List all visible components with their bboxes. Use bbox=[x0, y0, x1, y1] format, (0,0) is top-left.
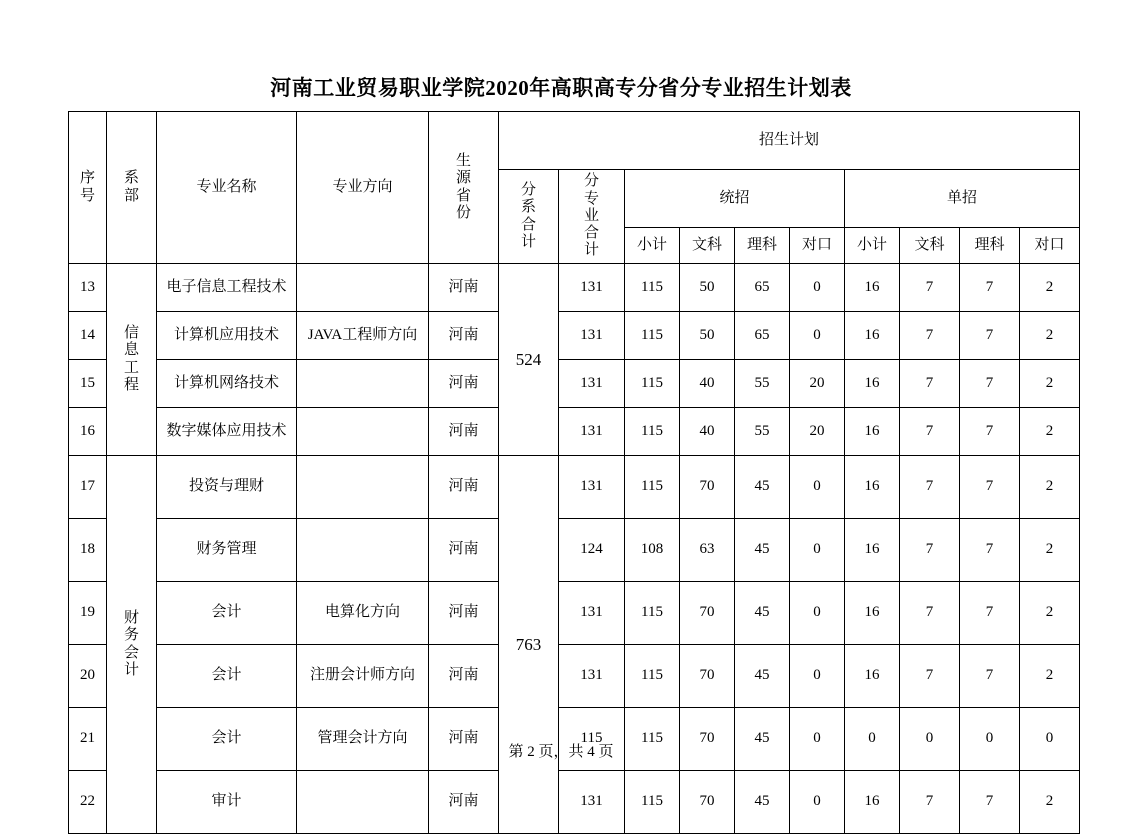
cell-seq: 15 bbox=[69, 360, 107, 408]
cell-major: 会计 bbox=[157, 708, 297, 771]
cell-single-liberal: 7 bbox=[900, 456, 960, 519]
cell-unified-counterpart: 0 bbox=[790, 708, 845, 771]
cell-single-science: 7 bbox=[960, 264, 1020, 312]
cell-province: 河南 bbox=[429, 456, 499, 519]
cell-major-total: 131 bbox=[559, 771, 625, 834]
cell-unified-subtotal: 115 bbox=[625, 408, 680, 456]
table-row bbox=[69, 408, 1080, 456]
cell-direction: 注册会计师方向 bbox=[297, 645, 429, 708]
cell-unified-liberal: 70 bbox=[680, 456, 735, 519]
cell-single-subtotal: 16 bbox=[845, 582, 900, 645]
cell-unified-subtotal: 108 bbox=[625, 519, 680, 582]
table-row bbox=[69, 582, 1080, 645]
header-unified-liberal: 文科 bbox=[680, 228, 735, 264]
cell-single-liberal: 7 bbox=[900, 360, 960, 408]
cell-seq: 17 bbox=[69, 456, 107, 519]
cell-major: 计算机网络技术 bbox=[157, 360, 297, 408]
cell-single-counterpart: 2 bbox=[1020, 519, 1080, 582]
cell-direction bbox=[297, 360, 429, 408]
cell-seq: 13 bbox=[69, 264, 107, 312]
cell-seq: 20 bbox=[69, 645, 107, 708]
cell-single-subtotal: 16 bbox=[845, 312, 900, 360]
cell-single-subtotal: 16 bbox=[845, 645, 900, 708]
cell-single-counterpart: 2 bbox=[1020, 771, 1080, 834]
cell-unified-liberal: 70 bbox=[680, 771, 735, 834]
cell-single-science: 7 bbox=[960, 771, 1020, 834]
cell-single-liberal: 7 bbox=[900, 408, 960, 456]
cell-single-subtotal: 16 bbox=[845, 360, 900, 408]
cell-single-science: 7 bbox=[960, 312, 1020, 360]
cell-seq: 18 bbox=[69, 519, 107, 582]
cell-single-subtotal: 16 bbox=[845, 456, 900, 519]
table-row bbox=[69, 312, 1080, 360]
cell-single-counterpart: 2 bbox=[1020, 582, 1080, 645]
cell-major-total: 131 bbox=[559, 456, 625, 519]
cell-major-total: 115 bbox=[559, 708, 625, 771]
cell-single-liberal: 7 bbox=[900, 582, 960, 645]
header-dept: 系部 bbox=[107, 112, 157, 264]
header-unified-science: 理科 bbox=[735, 228, 790, 264]
cell-unified-counterpart: 0 bbox=[790, 771, 845, 834]
cell-dept-total: 524 bbox=[499, 264, 559, 456]
table-row bbox=[69, 771, 1080, 834]
cell-unified-science: 45 bbox=[735, 708, 790, 771]
cell-major-total: 124 bbox=[559, 519, 625, 582]
cell-unified-liberal: 50 bbox=[680, 312, 735, 360]
cell-unified-liberal: 50 bbox=[680, 264, 735, 312]
cell-major: 数字媒体应用技术 bbox=[157, 408, 297, 456]
cell-direction: JAVA工程师方向 bbox=[297, 312, 429, 360]
cell-single-subtotal: 16 bbox=[845, 519, 900, 582]
cell-direction bbox=[297, 456, 429, 519]
table-row bbox=[69, 456, 1080, 519]
cell-single-science: 7 bbox=[960, 519, 1020, 582]
table-row bbox=[69, 708, 1080, 771]
cell-seq: 22 bbox=[69, 771, 107, 834]
cell-dept-total: 763 bbox=[499, 456, 559, 834]
cell-unified-science: 45 bbox=[735, 456, 790, 519]
cell-province: 河南 bbox=[429, 264, 499, 312]
cell-direction: 电算化方向 bbox=[297, 582, 429, 645]
header-plan-group: 招生计划 bbox=[499, 112, 1080, 170]
cell-unified-liberal: 70 bbox=[680, 708, 735, 771]
header-major: 专业名称 bbox=[157, 112, 297, 264]
admission-plan-table bbox=[68, 111, 1080, 834]
cell-unified-science: 55 bbox=[735, 408, 790, 456]
cell-seq: 16 bbox=[69, 408, 107, 456]
cell-major-total: 131 bbox=[559, 582, 625, 645]
header-unified-group: 统招 bbox=[625, 170, 845, 228]
cell-unified-subtotal: 115 bbox=[625, 771, 680, 834]
page-title: 河南工业贸易职业学院2020年高职高专分省分专业招生计划表 bbox=[270, 76, 852, 100]
cell-single-subtotal: 16 bbox=[845, 264, 900, 312]
cell-single-counterpart: 2 bbox=[1020, 360, 1080, 408]
header-major-total: 分专业合计 bbox=[559, 170, 625, 264]
cell-single-counterpart: 2 bbox=[1020, 645, 1080, 708]
cell-single-counterpart: 2 bbox=[1020, 264, 1080, 312]
cell-single-liberal: 7 bbox=[900, 645, 960, 708]
cell-major-total: 131 bbox=[559, 408, 625, 456]
cell-unified-subtotal: 115 bbox=[625, 312, 680, 360]
cell-major: 审计 bbox=[157, 771, 297, 834]
cell-unified-science: 65 bbox=[735, 312, 790, 360]
cell-single-counterpart: 2 bbox=[1020, 456, 1080, 519]
cell-unified-counterpart: 0 bbox=[790, 456, 845, 519]
cell-direction bbox=[297, 771, 429, 834]
table-row bbox=[69, 519, 1080, 582]
cell-unified-counterpart: 0 bbox=[790, 519, 845, 582]
cell-dept: 财务会计 bbox=[107, 456, 157, 834]
cell-single-liberal: 7 bbox=[900, 771, 960, 834]
cell-major: 会计 bbox=[157, 582, 297, 645]
header-single-group: 单招 bbox=[845, 170, 1080, 228]
cell-major: 电子信息工程技术 bbox=[157, 264, 297, 312]
table-row bbox=[69, 264, 1080, 312]
cell-major-total: 131 bbox=[559, 264, 625, 312]
cell-unified-liberal: 40 bbox=[680, 408, 735, 456]
cell-single-liberal: 0 bbox=[900, 708, 960, 771]
cell-seq: 21 bbox=[69, 708, 107, 771]
cell-province: 河南 bbox=[429, 771, 499, 834]
cell-single-science: 0 bbox=[960, 708, 1020, 771]
cell-major: 会计 bbox=[157, 645, 297, 708]
cell-unified-counterpart: 20 bbox=[790, 408, 845, 456]
header-province: 生源省份 bbox=[429, 112, 499, 264]
cell-single-counterpart: 2 bbox=[1020, 312, 1080, 360]
cell-single-science: 7 bbox=[960, 645, 1020, 708]
cell-major: 投资与理财 bbox=[157, 456, 297, 519]
cell-unified-science: 45 bbox=[735, 645, 790, 708]
page-footer: 第 2 页，共 4 页 bbox=[508, 744, 614, 760]
cell-major-total: 131 bbox=[559, 312, 625, 360]
cell-single-liberal: 7 bbox=[900, 312, 960, 360]
header-dept-total: 分系合计 bbox=[499, 170, 559, 264]
cell-unified-liberal: 70 bbox=[680, 582, 735, 645]
cell-single-science: 7 bbox=[960, 456, 1020, 519]
cell-unified-subtotal: 115 bbox=[625, 456, 680, 519]
cell-direction bbox=[297, 408, 429, 456]
header-single-liberal: 文科 bbox=[900, 228, 960, 264]
cell-seq: 14 bbox=[69, 312, 107, 360]
cell-major-total: 131 bbox=[559, 645, 625, 708]
cell-unified-science: 45 bbox=[735, 582, 790, 645]
cell-province: 河南 bbox=[429, 312, 499, 360]
cell-unified-counterpart: 20 bbox=[790, 360, 845, 408]
cell-unified-science: 45 bbox=[735, 771, 790, 834]
cell-unified-subtotal: 115 bbox=[625, 264, 680, 312]
cell-single-subtotal: 16 bbox=[845, 771, 900, 834]
cell-single-science: 7 bbox=[960, 582, 1020, 645]
cell-unified-counterpart: 0 bbox=[790, 264, 845, 312]
cell-major: 财务管理 bbox=[157, 519, 297, 582]
cell-direction bbox=[297, 519, 429, 582]
table-row bbox=[69, 360, 1080, 408]
cell-direction bbox=[297, 264, 429, 312]
header-seq: 序号 bbox=[69, 112, 107, 264]
cell-single-counterpart: 2 bbox=[1020, 408, 1080, 456]
cell-single-subtotal: 16 bbox=[845, 408, 900, 456]
cell-unified-science: 55 bbox=[735, 360, 790, 408]
cell-province: 河南 bbox=[429, 582, 499, 645]
cell-unified-subtotal: 115 bbox=[625, 708, 680, 771]
cell-province: 河南 bbox=[429, 519, 499, 582]
cell-dept: 信息工程 bbox=[107, 264, 157, 456]
cell-province: 河南 bbox=[429, 408, 499, 456]
cell-unified-counterpart: 0 bbox=[790, 645, 845, 708]
cell-province: 河南 bbox=[429, 708, 499, 771]
cell-unified-liberal: 40 bbox=[680, 360, 735, 408]
cell-major-total: 131 bbox=[559, 360, 625, 408]
cell-single-science: 7 bbox=[960, 360, 1020, 408]
header-direction: 专业方向 bbox=[297, 112, 429, 264]
cell-unified-counterpart: 0 bbox=[790, 312, 845, 360]
cell-single-liberal: 7 bbox=[900, 519, 960, 582]
cell-unified-subtotal: 115 bbox=[625, 645, 680, 708]
cell-province: 河南 bbox=[429, 645, 499, 708]
header-unified-counterpart: 对口 bbox=[790, 228, 845, 264]
header-unified-subtotal: 小计 bbox=[625, 228, 680, 264]
header-row-1 bbox=[69, 112, 1080, 170]
cell-province: 河南 bbox=[429, 360, 499, 408]
cell-unified-science: 65 bbox=[735, 264, 790, 312]
header-single-science: 理科 bbox=[960, 228, 1020, 264]
table-row bbox=[69, 645, 1080, 708]
cell-unified-subtotal: 115 bbox=[625, 360, 680, 408]
cell-direction: 管理会计方向 bbox=[297, 708, 429, 771]
cell-unified-liberal: 63 bbox=[680, 519, 735, 582]
cell-seq: 19 bbox=[69, 582, 107, 645]
header-single-counterpart: 对口 bbox=[1020, 228, 1080, 264]
cell-major: 计算机应用技术 bbox=[157, 312, 297, 360]
header-single-subtotal: 小计 bbox=[845, 228, 900, 264]
cell-unified-subtotal: 115 bbox=[625, 582, 680, 645]
table-header bbox=[69, 112, 1080, 264]
cell-unified-science: 45 bbox=[735, 519, 790, 582]
cell-single-counterpart: 0 bbox=[1020, 708, 1080, 771]
cell-single-liberal: 7 bbox=[900, 264, 960, 312]
cell-single-subtotal: 0 bbox=[845, 708, 900, 771]
cell-single-science: 7 bbox=[960, 408, 1020, 456]
cell-unified-liberal: 70 bbox=[680, 645, 735, 708]
cell-unified-counterpart: 0 bbox=[790, 582, 845, 645]
